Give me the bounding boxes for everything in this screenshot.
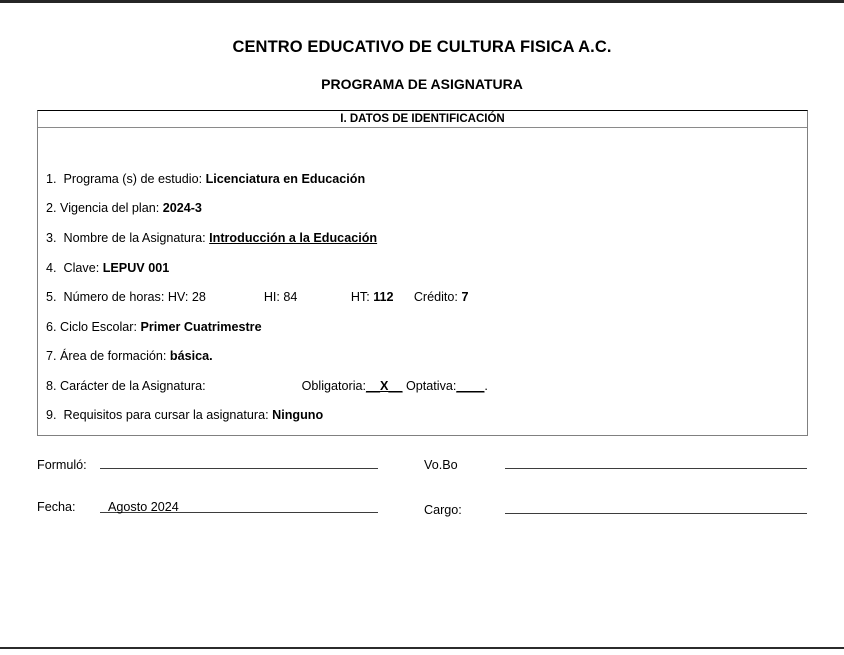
obligatoria-label: Obligatoria:	[301, 379, 367, 393]
row-area-de-formacion	[46, 349, 213, 364]
fecha-label: Fecha:	[37, 500, 76, 514]
optativa-blank[interactable]: ____	[456, 379, 485, 393]
row-nombre-asignatura	[46, 231, 377, 246]
row-label: Clave:	[63, 261, 100, 275]
hv-label: HV:	[167, 290, 189, 304]
document-title: CENTRO EDUCATIVO DE CULTURA FISICA A.C.	[232, 38, 612, 56]
row-value: Primer Cuatrimestre	[140, 320, 262, 334]
row-number: 9.	[46, 408, 57, 422]
row-value: básica.	[169, 349, 213, 363]
row-ciclo-escolar	[46, 320, 262, 335]
credito-value: 7	[461, 290, 469, 304]
identification-table-body	[38, 128, 807, 435]
signature-cargo	[424, 500, 807, 518]
page-top-rule	[0, 0, 844, 3]
ht-value: 112	[373, 290, 394, 304]
optativa-label: Optativa:	[405, 379, 457, 393]
ht-label: HT:	[350, 290, 370, 304]
horas-ht	[351, 290, 414, 305]
row-number: 6.	[46, 320, 57, 334]
row-number: 2.	[46, 201, 57, 215]
row-number: 3.	[46, 231, 57, 245]
signature-vobo	[424, 455, 807, 473]
row-label: Requisitos para cursar la asignatura:	[63, 408, 269, 422]
row-label: Nombre de la Asignatura:	[63, 231, 206, 245]
horas-hi	[264, 290, 351, 305]
row-caracter-asignatura	[46, 379, 488, 394]
row-numero-de-horas	[46, 290, 468, 305]
credito-label: Crédito:	[413, 290, 458, 304]
row-number: 7.	[46, 349, 57, 363]
obligatoria-prefix: __	[366, 379, 381, 393]
hi-label: HI:	[263, 290, 280, 304]
horas-hv	[168, 290, 264, 305]
signature-formulo	[37, 455, 378, 473]
row-number: 4.	[46, 261, 57, 275]
row-label: Número de horas:	[63, 290, 165, 304]
document-subtitle: PROGRAMA DE ASIGNATURA	[321, 76, 523, 92]
row-value: Licenciatura en Educación	[205, 172, 366, 186]
page-bottom-rule	[0, 647, 844, 649]
cargo-value-line[interactable]	[505, 500, 807, 514]
obligatoria-suffix: __	[388, 379, 403, 393]
hv-value: 28	[191, 290, 206, 304]
hi-value: 84	[283, 290, 298, 304]
row-number: 1.	[46, 172, 57, 186]
caracter-trailing: .	[484, 379, 488, 393]
row-label: Área de formación:	[60, 349, 167, 363]
vobo-label: Vo.Bo	[424, 458, 458, 472]
identification-table	[37, 110, 808, 436]
row-number: 8.	[46, 379, 57, 393]
row-requisitos	[46, 408, 323, 423]
row-label: Ciclo Escolar:	[60, 320, 137, 334]
signature-fecha	[37, 500, 378, 515]
formulo-label: Formuló:	[37, 458, 87, 472]
row-label: Carácter de la Asignatura:	[60, 379, 206, 393]
row-value: Ninguno	[272, 408, 324, 422]
fecha-value[interactable]: Agosto 2024	[100, 500, 378, 513]
formulo-signature-line[interactable]	[100, 455, 378, 469]
vobo-signature-line[interactable]	[505, 455, 807, 469]
row-programa-de-estudio	[46, 172, 365, 187]
row-number: 5.	[46, 290, 57, 304]
obligatoria-checkbox-mark[interactable]: X	[380, 379, 389, 393]
row-vigencia-del-plan	[46, 201, 202, 216]
row-label: Programa (s) de estudio:	[63, 172, 203, 186]
row-label: Vigencia del plan:	[60, 201, 160, 215]
cargo-label: Cargo:	[424, 503, 462, 517]
row-value: Introducción a la Educación	[209, 231, 378, 245]
row-value: 2024-3	[162, 201, 202, 215]
row-value: LEPUV 001	[102, 261, 170, 275]
identification-section-header: I. DATOS DE IDENTIFICACIÓN	[38, 111, 807, 128]
row-clave	[46, 261, 169, 276]
